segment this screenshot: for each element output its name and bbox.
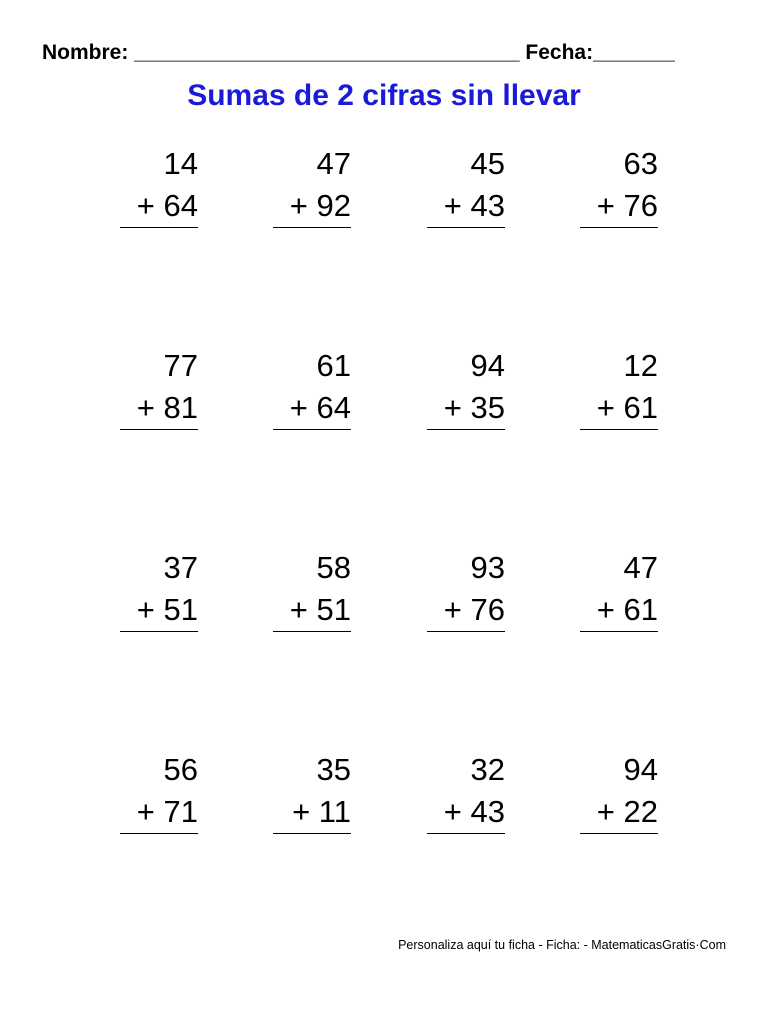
addend-top: 47	[623, 550, 658, 585]
problem-1	[118, 143, 198, 228]
addend-top: 94	[623, 752, 658, 787]
addend-bottom: + 71	[136, 794, 198, 829]
sum-line	[273, 227, 351, 228]
problem-11	[425, 547, 505, 632]
problem-14	[271, 749, 351, 834]
addend-bottom: + 22	[596, 794, 658, 829]
addend-bottom: + 43	[443, 188, 505, 223]
addend-top: 45	[470, 146, 505, 181]
addend-top: 35	[316, 752, 351, 787]
problem-6	[271, 345, 351, 430]
problem-10	[271, 547, 351, 632]
sum-line	[273, 833, 351, 834]
addend-top: 32	[470, 752, 505, 787]
worksheet-title: Sumas de 2 cifras sin llevar	[187, 79, 581, 112]
addend-bottom: + 51	[289, 592, 351, 627]
sum-line	[580, 429, 658, 430]
problem-4	[578, 143, 658, 228]
sum-line	[580, 631, 658, 632]
addend-bottom: + 76	[596, 188, 658, 223]
sum-line	[120, 631, 198, 632]
footer-credit: Personaliza aquí tu ficha - Ficha: - MatematicasGratis·Com	[398, 938, 726, 952]
problem-8	[578, 345, 658, 430]
addend-bottom: + 51	[136, 592, 198, 627]
addend-bottom: + 92	[289, 188, 351, 223]
problem-5	[118, 345, 198, 430]
sum-line	[580, 833, 658, 834]
sum-line	[120, 227, 198, 228]
addend-bottom: + 43	[443, 794, 505, 829]
addend-bottom: + 64	[289, 390, 351, 425]
addend-top: 14	[163, 146, 198, 181]
problem-16	[578, 749, 658, 834]
addend-bottom: + 61	[596, 592, 658, 627]
problem-9	[118, 547, 198, 632]
name-date-line: Nombre: _________________________________ Fecha:_______	[42, 41, 675, 64]
problem-2	[271, 143, 351, 228]
sum-line	[120, 429, 198, 430]
sum-line	[120, 833, 198, 834]
addend-top: 56	[163, 752, 198, 787]
addend-bottom: + 61	[596, 390, 658, 425]
addend-bottom: + 64	[136, 188, 198, 223]
problem-13	[118, 749, 198, 834]
addend-top: 12	[623, 348, 658, 383]
addend-top: 94	[470, 348, 505, 383]
problem-3	[425, 143, 505, 228]
addend-bottom: + 11	[292, 794, 351, 829]
addend-top: 47	[316, 146, 351, 181]
addend-top: 77	[163, 348, 198, 383]
sum-line	[427, 833, 505, 834]
sum-line	[427, 631, 505, 632]
addend-bottom: + 76	[443, 592, 505, 627]
sum-line	[427, 227, 505, 228]
problem-12	[578, 547, 658, 632]
problem-7	[425, 345, 505, 430]
sum-line	[273, 429, 351, 430]
sum-line	[273, 631, 351, 632]
addend-top: 37	[163, 550, 198, 585]
sum-line	[427, 429, 505, 430]
addend-top: 61	[316, 348, 351, 383]
addend-top: 93	[470, 550, 505, 585]
addend-bottom: + 35	[443, 390, 505, 425]
problem-15	[425, 749, 505, 834]
sum-line	[580, 227, 658, 228]
addend-top: 63	[623, 146, 658, 181]
addend-top: 58	[316, 550, 351, 585]
addend-bottom: + 81	[136, 390, 198, 425]
